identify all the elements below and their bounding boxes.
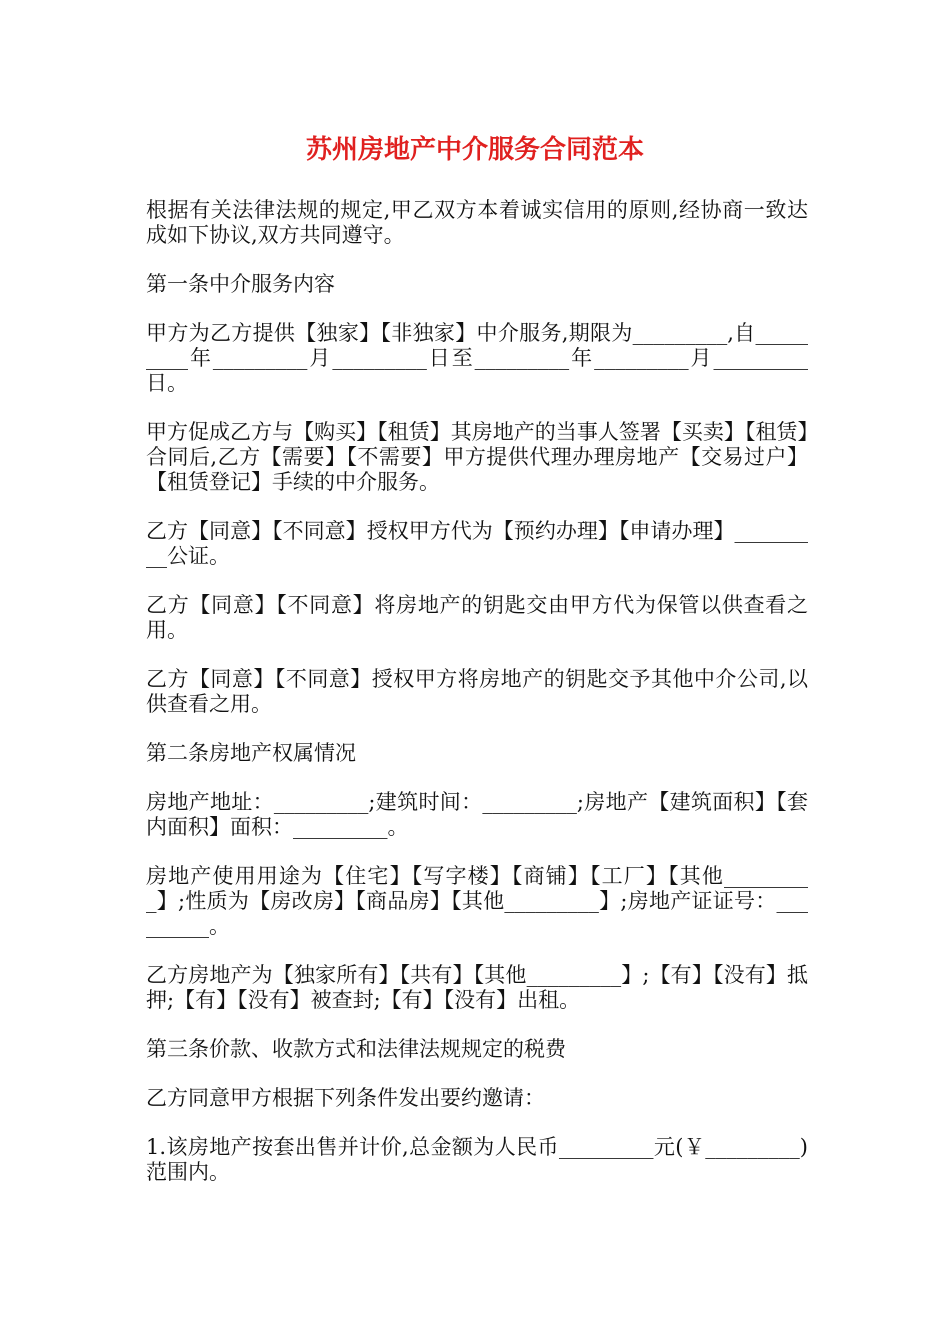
paragraph-key-transfer: 乙方【同意】【不同意】授权甲方将房地产的钥匙交予其他中介公司,以供查看之用。 [146, 667, 808, 716]
section-heading-2: 第二条房地产权属情况 [146, 741, 356, 765]
paragraph-intro: 根据有关法律法规的规定,甲乙双方本着诚实信用的原则,经协商一致达成如下协议,双方共同遵守。 [146, 198, 808, 247]
document-body [146, 198, 808, 1209]
section-heading-1: 第一条中介服务内容 [146, 272, 335, 296]
paragraph-ownership: 乙方房地产为【独家所有】【共有】【其他_________】;【有】【没有】抵押;【有】【没有】被查封;【有】【没有】出租。 [146, 963, 808, 1012]
document-title: 苏州房地产中介服务合同范本 [305, 135, 644, 165]
paragraph-offer-conditions: 乙方同意甲方根据下列条件发出要约邀请： [146, 1086, 545, 1110]
paragraph-key-custody: 乙方【同意】【不同意】将房地产的钥匙交由甲方代为保管以供查看之用。 [146, 593, 808, 642]
paragraph-service-scope: 甲方促成乙方与【购买】【租赁】其房地产的当事人签署【买卖】【租赁】合同后,乙方【需要】【不需要】甲方提供代理办理房地产【交易过户】【租赁登记】手续的中介服务。 [146, 420, 808, 494]
paragraph-service-term: 甲方为乙方提供【独家】【非独家】中介服务,期限为_________,自_________年_________月_________日至_________年_________月_________日。 [146, 321, 808, 395]
paragraph-notary: 乙方【同意】【不同意】授权甲方代为【预约办理】【申请办理】_________公证。 [146, 519, 808, 568]
section-heading-3: 第三条价款、收款方式和法律法规规定的税费 [146, 1037, 566, 1061]
paragraph-property-address: 房地产地址：_________;建筑时间：_________;房地产【建筑面积】【套内面积】面积：_________。 [146, 790, 808, 839]
paragraph-total-price: 1.该房地产按套出售并计价,总金额为人民币_________元(￥_________)范围内。 [146, 1135, 808, 1184]
paragraph-property-use: 房地产使用用途为【住宅】【写字楼】【商铺】【工厂】【其他_________】;性质为【房改房】【商品房】【其他_________】;房地产证证号：_________。 [146, 864, 808, 938]
